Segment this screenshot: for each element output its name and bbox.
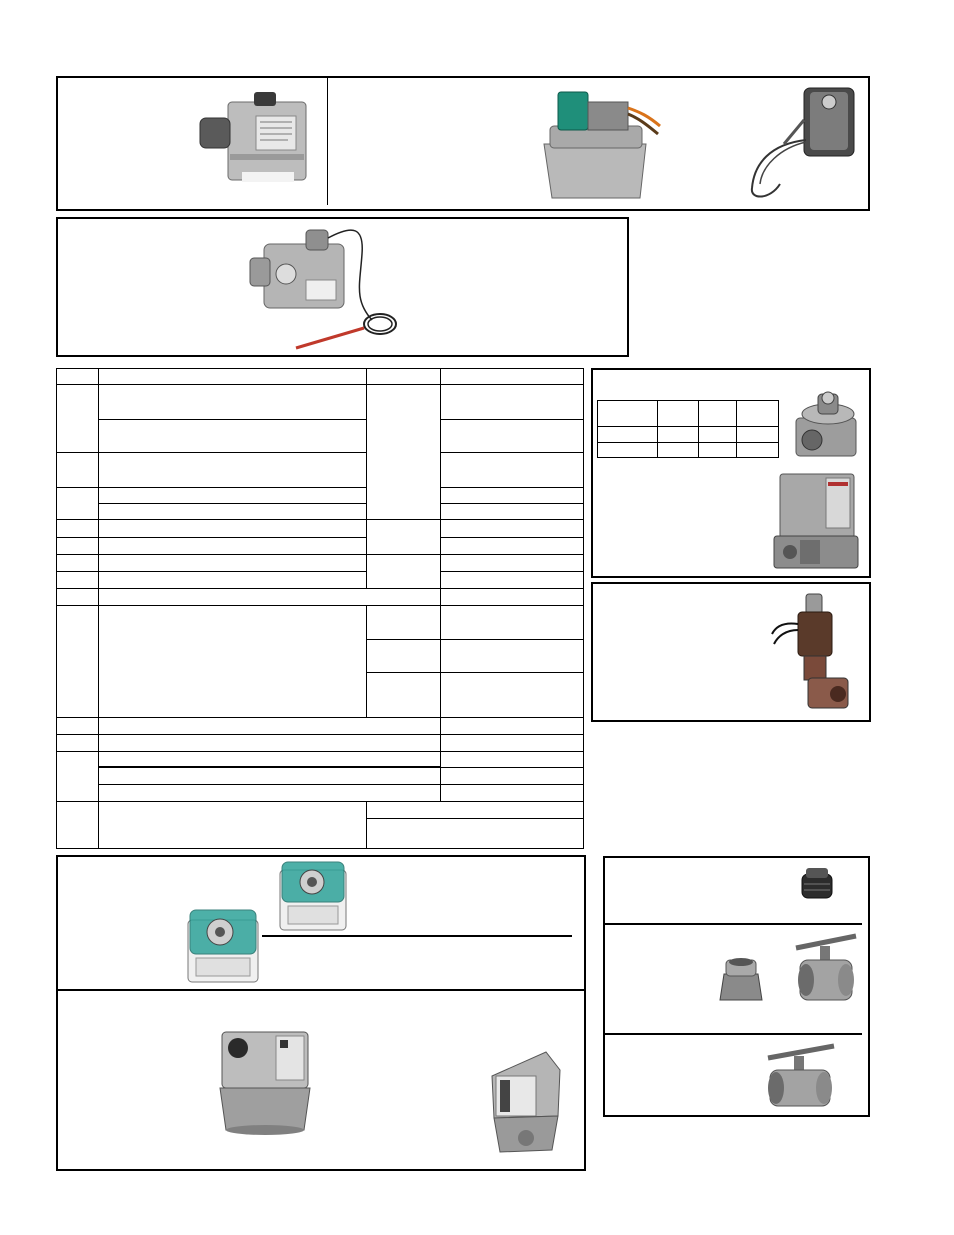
pressure-switch-icon <box>486 1046 564 1158</box>
table-row <box>57 520 584 538</box>
pressure-switch-icon <box>182 906 264 986</box>
table-row <box>57 717 584 734</box>
table-row <box>57 504 584 520</box>
table-row <box>57 801 584 818</box>
valve-actuator-icon <box>770 470 862 572</box>
table-row <box>57 420 584 453</box>
table-row <box>57 369 584 385</box>
table-row <box>57 767 584 784</box>
switch-panel-rule <box>262 935 572 937</box>
table-row <box>57 734 584 751</box>
table-row <box>57 572 584 589</box>
ball-valve-icon <box>790 932 860 1006</box>
gas-valve-icon <box>198 88 316 190</box>
table-row <box>57 555 584 572</box>
table-row <box>57 488 584 504</box>
thermostatic-gas-valve-icon <box>244 224 404 352</box>
solenoid-valve-icon <box>768 590 860 718</box>
product-table <box>56 368 584 849</box>
top-panel-divider <box>327 77 328 205</box>
table-row <box>598 401 779 427</box>
table-row <box>57 606 584 639</box>
table-row <box>57 784 584 801</box>
gas-valve-actuator-icon <box>536 86 662 202</box>
switch-panel-divider <box>57 989 585 991</box>
ball-valve-icon <box>762 1040 838 1112</box>
pressure-switch-icon <box>272 858 354 934</box>
fittings-divider-2 <box>604 1033 862 1035</box>
table-row <box>57 589 584 606</box>
table-row <box>57 385 584 420</box>
fittings-divider-1 <box>604 923 862 925</box>
remote-bulb-thermostat-icon <box>740 84 862 204</box>
table-row <box>57 453 584 488</box>
high-pressure-switch-icon <box>214 1026 312 1136</box>
regulator-spec-table <box>597 400 779 458</box>
table-row <box>598 427 779 442</box>
fitting-icon <box>796 864 838 904</box>
pressure-regulator-icon <box>786 388 864 460</box>
table-row <box>57 538 584 555</box>
adapter-fitting-icon <box>716 954 766 1004</box>
table-row <box>57 751 584 767</box>
table-row <box>598 442 779 457</box>
